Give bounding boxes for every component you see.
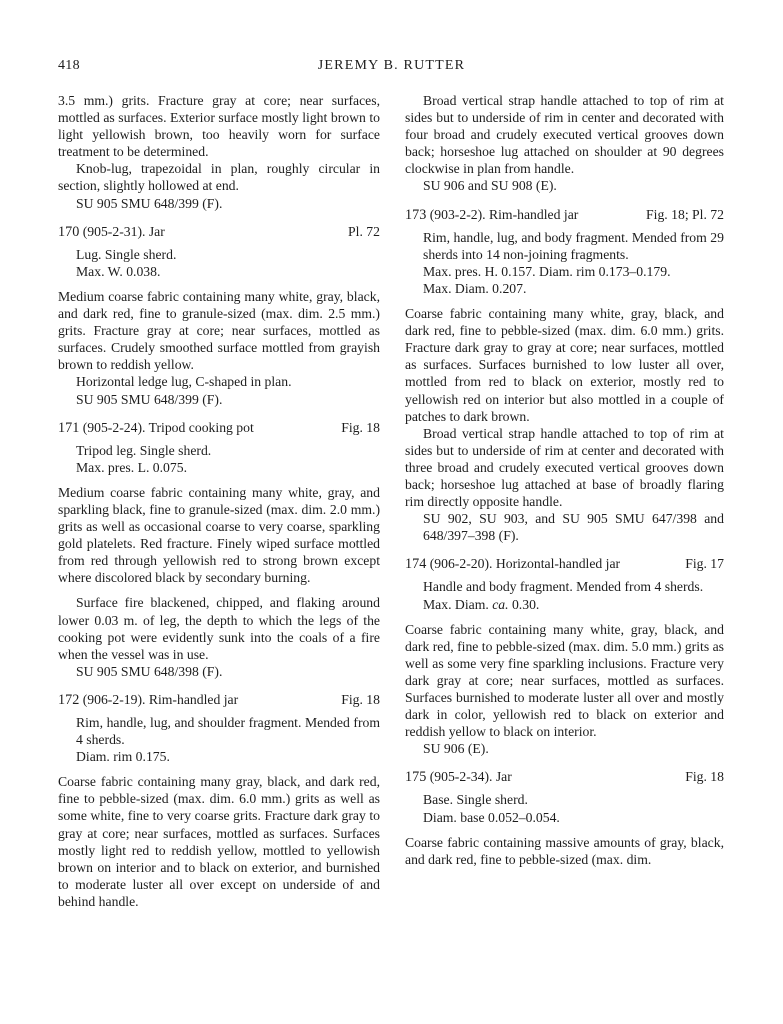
- entry-measurement: Diam. rim 0.175.: [76, 749, 170, 765]
- running-head: JEREMY B. RUTTER: [317, 58, 466, 73]
- entry-measurement: Max. W. 0.038.: [76, 263, 161, 279]
- entry-fabric: Coarse fabric containing many white, gray, black, and dark red, fine to pebble-sized (max. dim. 5.0 mm.) grits as well as some very fine sparkling inclusions. Fracture very dark gray at core; near surfaces, mottled as surfaces. Surfaces burnished to moderate luster all over and mostly dark in color, yellowish red to black on exterior and reddish yellow to black on interior.: [405, 621, 724, 740]
- entry-description: Handle and body fragment. Mended from 4 sherds.: [423, 579, 704, 595]
- provenance: SU 906 (E).: [423, 741, 489, 757]
- entry-measurement: [405, 596, 724, 613]
- entry-number: 174: [405, 556, 427, 573]
- entry-title: (905-2-24). Tripod cooking pot: [82, 419, 254, 435]
- entry-reference: Fig. 18: [685, 769, 724, 785]
- measurement-value: 0.30.: [508, 596, 540, 612]
- continued-paragraph: Knob-lug, trapezoidal in plan, roughly circular in section, slightly hollowed at end.: [58, 161, 380, 194]
- entry-title: (906-2-20). Horizontal-handled jar: [429, 556, 621, 572]
- entry-172-heading: [58, 691, 380, 709]
- entry-fabric: Coarse fabric containing many white, gray, black, and dark red, fine to pebble-sized (max. dim. 6.0 mm.) grits. Fracture dark gray to gray at core; near surfaces, mottled as surfaces. Surfaces burnished to low luster all over, mottled from red to black on exterior, mostly red to yellowish red on interior but also mottled in a couple of patches to dark brown.: [405, 306, 724, 424]
- right-column: [405, 92, 724, 868]
- entry-reference: Pl. 72: [348, 223, 380, 239]
- entry-title: (905-2-34). Jar: [429, 769, 512, 785]
- entry-175-heading: [405, 768, 724, 786]
- entry-number: 172: [58, 691, 80, 708]
- entry-number: 173: [405, 206, 427, 223]
- circa-abbrev: ca.: [492, 596, 509, 612]
- entry-handle: Broad vertical strap handle attached to top of rim at sides but to underside of rim at center and decorated with three broad and crudely executed vertical grooves down back; horseshoe lug attached at base of broadly flaring rim directly opposite handle.: [405, 425, 724, 510]
- entry-measurement: Max. Diam. 0.207.: [423, 280, 527, 296]
- entry-174-heading: [405, 555, 724, 573]
- entry-measurement: Diam. base 0.052–0.054.: [423, 809, 560, 825]
- entry-173-heading: [405, 206, 724, 224]
- entry-reference: Fig. 18: [341, 419, 380, 435]
- entry-reference: Fig. 18; Pl. 72: [646, 206, 724, 222]
- entry-fabric: Coarse fabric containing many gray, black, and dark red, fine to pebble-sized (max. dim. 6.0 mm.) grits as well as some white, fine to very coarse grits. Fracture dark gray to gray at core; near surfaces, mottled as surfaces. Surfaces mostly light red to reddish yellow, mottled to yellowish brown on interior and to black on exterior, and burnished to moderate luster all over except on underside of and behind handle.: [58, 774, 380, 909]
- left-column: [58, 92, 380, 910]
- entry-170-heading: [58, 223, 380, 241]
- provenance: SU 905 SMU 648/399 (F).: [76, 391, 223, 407]
- entry-measurement: Max. pres. L. 0.075.: [76, 459, 188, 475]
- entry-description: Lug. Single sherd.: [76, 246, 177, 262]
- continued-paragraph: Broad vertical strap handle attached to top of rim at sides but to underside of rim in center and decorated with four broad and crudely executed vertical grooves down back; horseshoe lug attached on shoulder at 90 degrees clockwise in plan from handle.: [405, 93, 724, 177]
- entry-171-heading: [58, 419, 380, 437]
- page-number: 418: [58, 58, 80, 73]
- provenance: SU 906 and SU 908 (E).: [423, 178, 557, 194]
- entry-title: (905-2-31). Jar: [82, 223, 165, 239]
- continued-paragraph: 3.5 mm.) grits. Fracture gray at core; near surfaces, mottled as surfaces. Exterior surface mostly light brown to light yellowish brown, too heavily worn for surface treatment to be determined.: [58, 93, 380, 160]
- entry-description: Tripod leg. Single sherd.: [76, 442, 212, 458]
- provenance: SU 902, SU 903, and SU 905 SMU 647/398 and 648/397–398 (F).: [423, 511, 724, 544]
- entry-title: (906-2-19). Rim-handled jar: [82, 691, 239, 707]
- entry-description: Rim, handle, lug, and body fragment. Mended from 29 sherds into 14 non-joining fragments.: [423, 229, 724, 262]
- entry-number: 171: [58, 419, 80, 436]
- entry-surface: Surface fire blackened, chipped, and flaking around lower 0.03 m. of leg, the depth to which the legs of the cooking pot were evidently sunk into the coals of a fire when the vessel was in use.: [58, 595, 380, 662]
- provenance: SU 905 SMU 648/398 (F).: [76, 663, 223, 679]
- entry-reference: Fig. 18: [341, 691, 380, 707]
- entry-fabric: Medium coarse fabric containing many white, gray, black, and dark red, fine to granule-sized (max. dim. 2.5 mm.) grits. Fracture gray at core; near surfaces, mottled as surfaces. Crudely smoothed surface mottled from grayish brown to reddish yellow.: [58, 288, 380, 373]
- entry-shape: Horizontal ledge lug, C-shaped in plan.: [76, 374, 292, 390]
- entry-fabric: Medium coarse fabric containing many white, gray, and sparkling black, fine to granule-sized (max. dim. 2.0 mm.) grits as well as occasional coarse to very coarse, sparkling gold platelets. Red fracture. Finely wiped surface mottled from red through yellowish red to strong brown except where discolored black by secondary burning.: [58, 484, 380, 586]
- entry-fabric: Coarse fabric containing massive amounts of gray, black, and dark red, fine to pebble-sized (max. dim.: [405, 834, 724, 867]
- provenance: SU 905 SMU 648/399 (F).: [76, 195, 223, 211]
- entry-measurement: Max. pres. H. 0.157. Diam. rim 0.173–0.179.: [423, 263, 671, 279]
- entry-number: 170: [58, 223, 80, 240]
- measurement-label: Max. Diam.: [423, 596, 493, 612]
- entry-reference: Fig. 17: [685, 556, 724, 572]
- entry-number: 175: [405, 769, 427, 786]
- entry-description: Rim, handle, lug, and shoulder fragment. Mended from 4 sherds.: [76, 715, 380, 748]
- entry-title: (903-2-2). Rim-handled jar: [429, 206, 579, 222]
- entry-description: Base. Single sherd.: [423, 792, 528, 808]
